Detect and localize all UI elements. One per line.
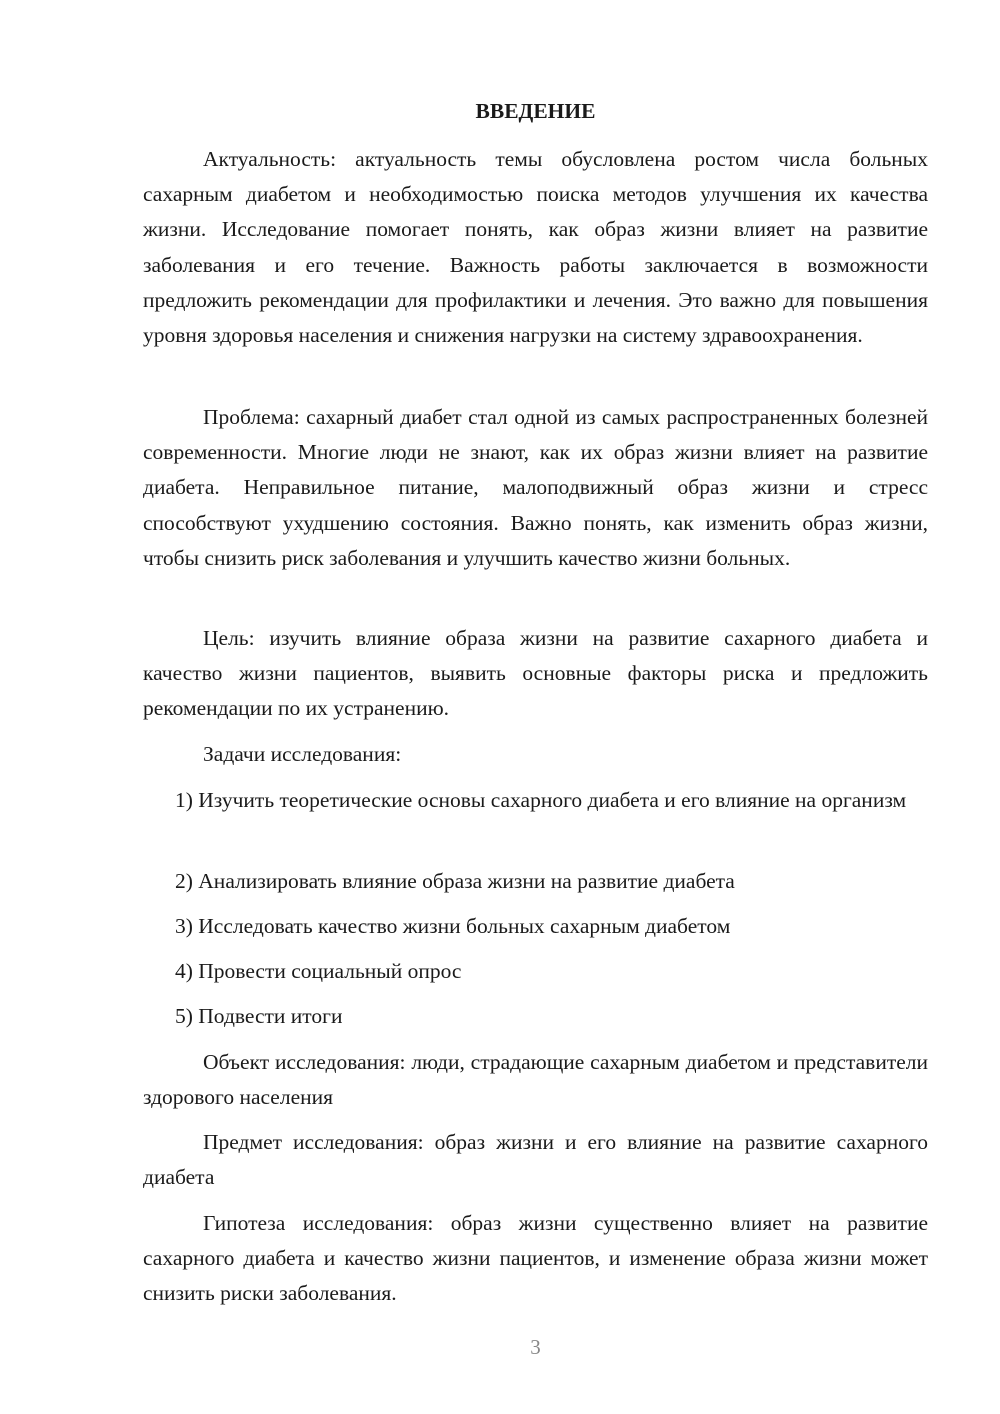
paragraph-relevance: Актуальность: актуальность темы обусловлена ростом числа больных сахарным диабетом и необходимостью поиска методов улучшения их качества жизни. Исследование помогает понять, как образ жизни влияет на развитие заболевания и его течение. Важность работы заключается в возможности предложить рекомендации для профилактики и лечения. Это важно для повышения уровня здоровья населения и снижения нагрузки на систему здравоохранения.: [143, 147, 928, 348]
task-item-3: 3) Исследовать качество жизни больных сахарным диабетом: [175, 914, 731, 938]
task-item-4: 4) Провести социальный опрос: [175, 959, 462, 983]
task-item-2: 2) Анализировать влияние образа жизни на развитие диабета: [175, 869, 735, 893]
task-item-1: 1) Изучить теоретические основы сахарного диабета и его влияние на организм: [175, 788, 907, 812]
tasks-heading: Задачи исследования:: [203, 742, 402, 766]
paragraph-subject: Предмет исследования: образ жизни и его влияние на развитие сахарного диабета: [143, 1130, 928, 1190]
paragraph-hypothesis: Гипотеза исследования: образ жизни существенно влияет на развитие сахарного диабета и качество жизни пациентов, и изменение образа жизни может снизить риски заболевания.: [143, 1211, 928, 1306]
paragraph-goal: Цель: изучить влияние образа жизни на развитие сахарного диабета и качество жизни пациентов, выявить основные факторы риска и предложить рекомендации по их устранению.: [143, 626, 928, 721]
paragraph-problem: Проблема: сахарный диабет стал одной из самых распространенных болезней современности. Многие люди не знают, как их образ жизни влияет на развитие диабета. Неправильное питание, малоподвижный образ жизни и стресс способствуют ухудшению состояния. Важно понять, как изменить образ жизни, чтобы снизить риск заболевания и улучшить качество жизни больных.: [143, 405, 928, 570]
page-number: 3: [530, 1335, 541, 1359]
paragraph-object: Объект исследования: люди, страдающие сахарным диабетом и представители здорового населения: [143, 1050, 928, 1110]
document-title: ВВЕДЕНИЕ: [475, 99, 596, 123]
task-item-5: 5) Подвести итоги: [175, 1004, 343, 1028]
